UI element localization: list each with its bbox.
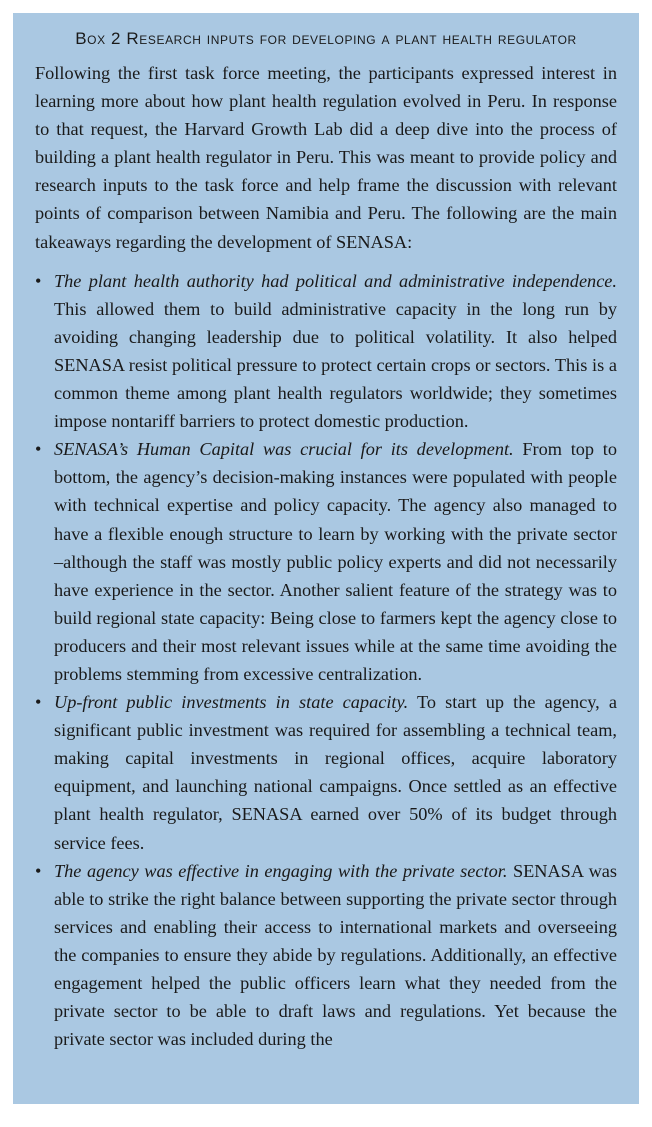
bullet-icon: • <box>35 692 42 713</box>
item-body: To start up the agency, a significant public investment was required for assembling a technical team, making capital investments in regional offices, acquire laboratory equipment, and launching national campaigns. Once settled as an effective plant health regulator, SENASA earned over 50% of its budget through service fees. <box>54 692 617 853</box>
list-item <box>35 267 617 436</box>
intro-paragraph: Following the first task force meeting, the participants expressed interest in learning more about how plant health regulation evolved in Peru. In response to that request, the Harvard Growth Lab did a deep dive into the process of building a plant health regulator in Peru. This was meant to provide policy and research inputs to the task force and help frame the discussion with relevant points of comparison between Namibia and Peru. The following are the main takeaways regarding the development of SENASA: <box>35 63 617 252</box>
item-body: SENASA was able to strike the right balance between supporting the private sector through services and enabling their access to international markets and overseeing the companies to ensure they abide by regulations. Additionally, an effective engagement helped the public officers learn what they needed from the private sector to be able to draft laws and regulations. Yet because the private sector was included during the <box>54 860 617 1050</box>
item-lead: The plant health authority had political and administrative independence. <box>54 270 617 291</box>
item-lead: SENASA’s Human Capital was crucial for its development. <box>54 439 514 460</box>
item-lead: The agency was effective in engaging with the private sector. <box>54 860 508 881</box>
list-item <box>35 435 617 688</box>
box-title: Box 2 Research inputs for developing a plant health regulator <box>75 29 577 48</box>
bullet-icon: • <box>35 439 42 460</box>
item-body: This allowed them to build administrative capacity in the long run by avoiding changing leadership due to political volatility. It also helped SENASA resist political pressure to protect certain crops or sectors. This is a common theme among plant health regulators worldwide; they sometimes impose nontariff barriers to protect domestic production. <box>54 298 617 432</box>
item-body: From top to bottom, the agency’s decision-making instances were populated with people with technical expertise and policy capacity. The agency also managed to have a flexible enough structure to learn by working with the private sector –although the staff was mostly public policy experts and did not necessarily have experience in the sector. Another salient feature of the strategy was to build regional state capacity: Being close to farmers kept the agency close to producers and their most relevant issues while at the same time avoiding the problems stemming from excessive centralization. <box>54 439 617 684</box>
item-lead: Up-front public investments in state capacity. <box>54 692 409 713</box>
list-item <box>35 688 617 857</box>
bullet-icon: • <box>35 270 42 291</box>
info-box <box>13 13 639 1104</box>
list-item <box>35 857 617 1054</box>
bullet-icon: • <box>35 860 42 881</box>
takeaways-list <box>35 267 617 1054</box>
